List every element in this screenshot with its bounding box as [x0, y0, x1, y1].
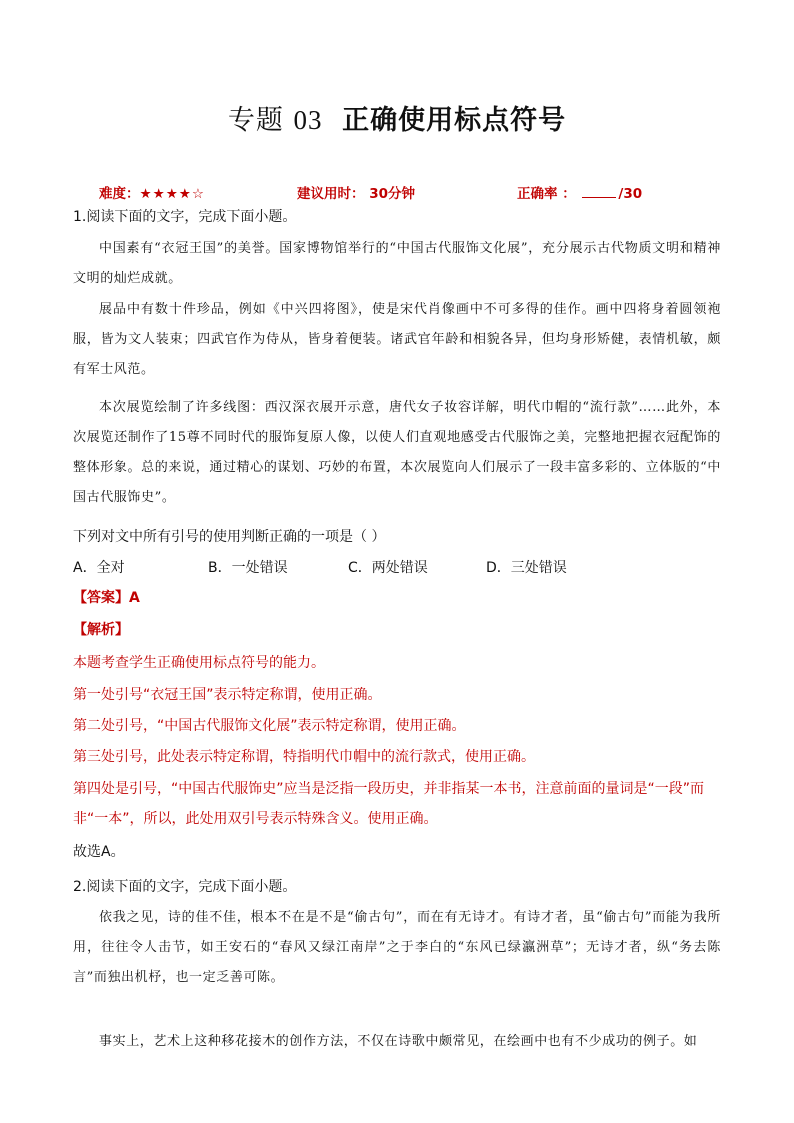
analysis-line-2: 第一处引号“衣冠王国”表示特定称谓，使用正确。: [73, 687, 382, 703]
option-b[interactable]: B．一处错误: [208, 560, 288, 576]
analysis-line-4: 第三处引号，此处表示特定称谓，特指明代巾帽中的流行款式，使用正确。: [73, 749, 535, 765]
option-c[interactable]: C．两处错误: [348, 560, 428, 576]
difficulty: [99, 182, 205, 202]
analysis-line-5: 第四处是引号，“中国古代服饰史”应当是泛指一段历史，并非指某一本书，注意前面的量词是“一段”而非“一本”，所以，此处用双引号表示特殊含义。使用正确。: [73, 781, 705, 827]
page-title: [0, 98, 794, 137]
accuracy: [517, 182, 642, 202]
question-2-stem: 2.阅读下面的文字，完成下面小题。: [73, 879, 297, 895]
title-name: 正确使用标点符号: [342, 105, 567, 136]
option-d[interactable]: D．三处错误: [486, 560, 567, 576]
q1-paragraph-1: 中国素有“衣冠王国”的美誉。国家博物馆举行的“中国古代服饰文化展”，充分展示古代物质文明和精神文明的灿烂成就。: [73, 241, 721, 286]
difficulty-label: 难度：: [99, 186, 140, 202]
accuracy-blank[interactable]: [582, 185, 616, 198]
title-number: 03: [293, 105, 323, 135]
analysis-label: 【解析】: [73, 622, 129, 638]
question-1-prompt: 下列对文中所有引号的使用判断正确的一项是（ ）: [73, 529, 386, 545]
q1-paragraph-3: 本次展览绘制了许多线图：西汉深衣展开示意，唐代女子妆容详解，明代巾帽的“流行款”……此外，本次展览还制作了15尊不同时代的服饰复原人像，以使人们直观地感受古代服饰之美，完整地把握衣冠配饰的整体形象。总的来说，通过精心的谋划、巧妙的布置，本次展览向人们展示了一段丰富多彩的、立体版的“中国古代服饰史”。: [73, 400, 721, 505]
option-a[interactable]: A．全对: [73, 560, 125, 576]
answer-value: A: [129, 590, 140, 606]
answer-label: 【答案】: [73, 590, 129, 606]
difficulty-stars: ★★★★☆: [139, 186, 206, 202]
analysis-line-1: 本题考查学生正确使用标点符号的能力。: [73, 655, 325, 671]
time-value: 30分钟: [369, 186, 415, 202]
analysis-line-3: 第二处引号，“中国古代服饰文化展”表示特定称谓，使用正确。: [73, 718, 466, 734]
accuracy-total: /30: [618, 186, 643, 202]
answer-conclusion: 故选A。: [73, 844, 125, 860]
question-1-stem: 1.阅读下面的文字，完成下面小题。: [73, 209, 297, 225]
answer: [73, 583, 723, 613]
time-label: 建议用时：: [297, 186, 365, 202]
accuracy-label: 正确率 ：: [517, 186, 576, 202]
suggested-time: [297, 182, 415, 202]
q1-paragraph-2: 展品中有数十件珍品，例如《中兴四将图》，使是宋代肖像画中不可多得的佳作。画中四将身着圆领袍服，皆为文人装束；四武官作为侍从，皆身着便装。诸武官年龄和相貌各异，但均身形矫健，表情机敏，颇有军士风范。: [73, 302, 721, 377]
title-prefix: 专题: [227, 105, 284, 136]
q2-paragraph-1: 依我之见，诗的佳不佳，根本不在是不是“偷古句”，而在有无诗才。有诗才者，虽“偷古句”而能为我所用，往往令人击节，如王安石的“春风又绿江南岸”之于李白的“东风已绿瀛洲草”；无诗才者，纵“务去陈言”而独出机杼，也一定乏善可陈。: [73, 910, 721, 985]
q2-paragraph-2: 事实上，艺术上这种移花接木的创作方法，不仅在诗歌中颇常见，在绘画中也有不少成功的例子。如: [99, 1034, 698, 1049]
